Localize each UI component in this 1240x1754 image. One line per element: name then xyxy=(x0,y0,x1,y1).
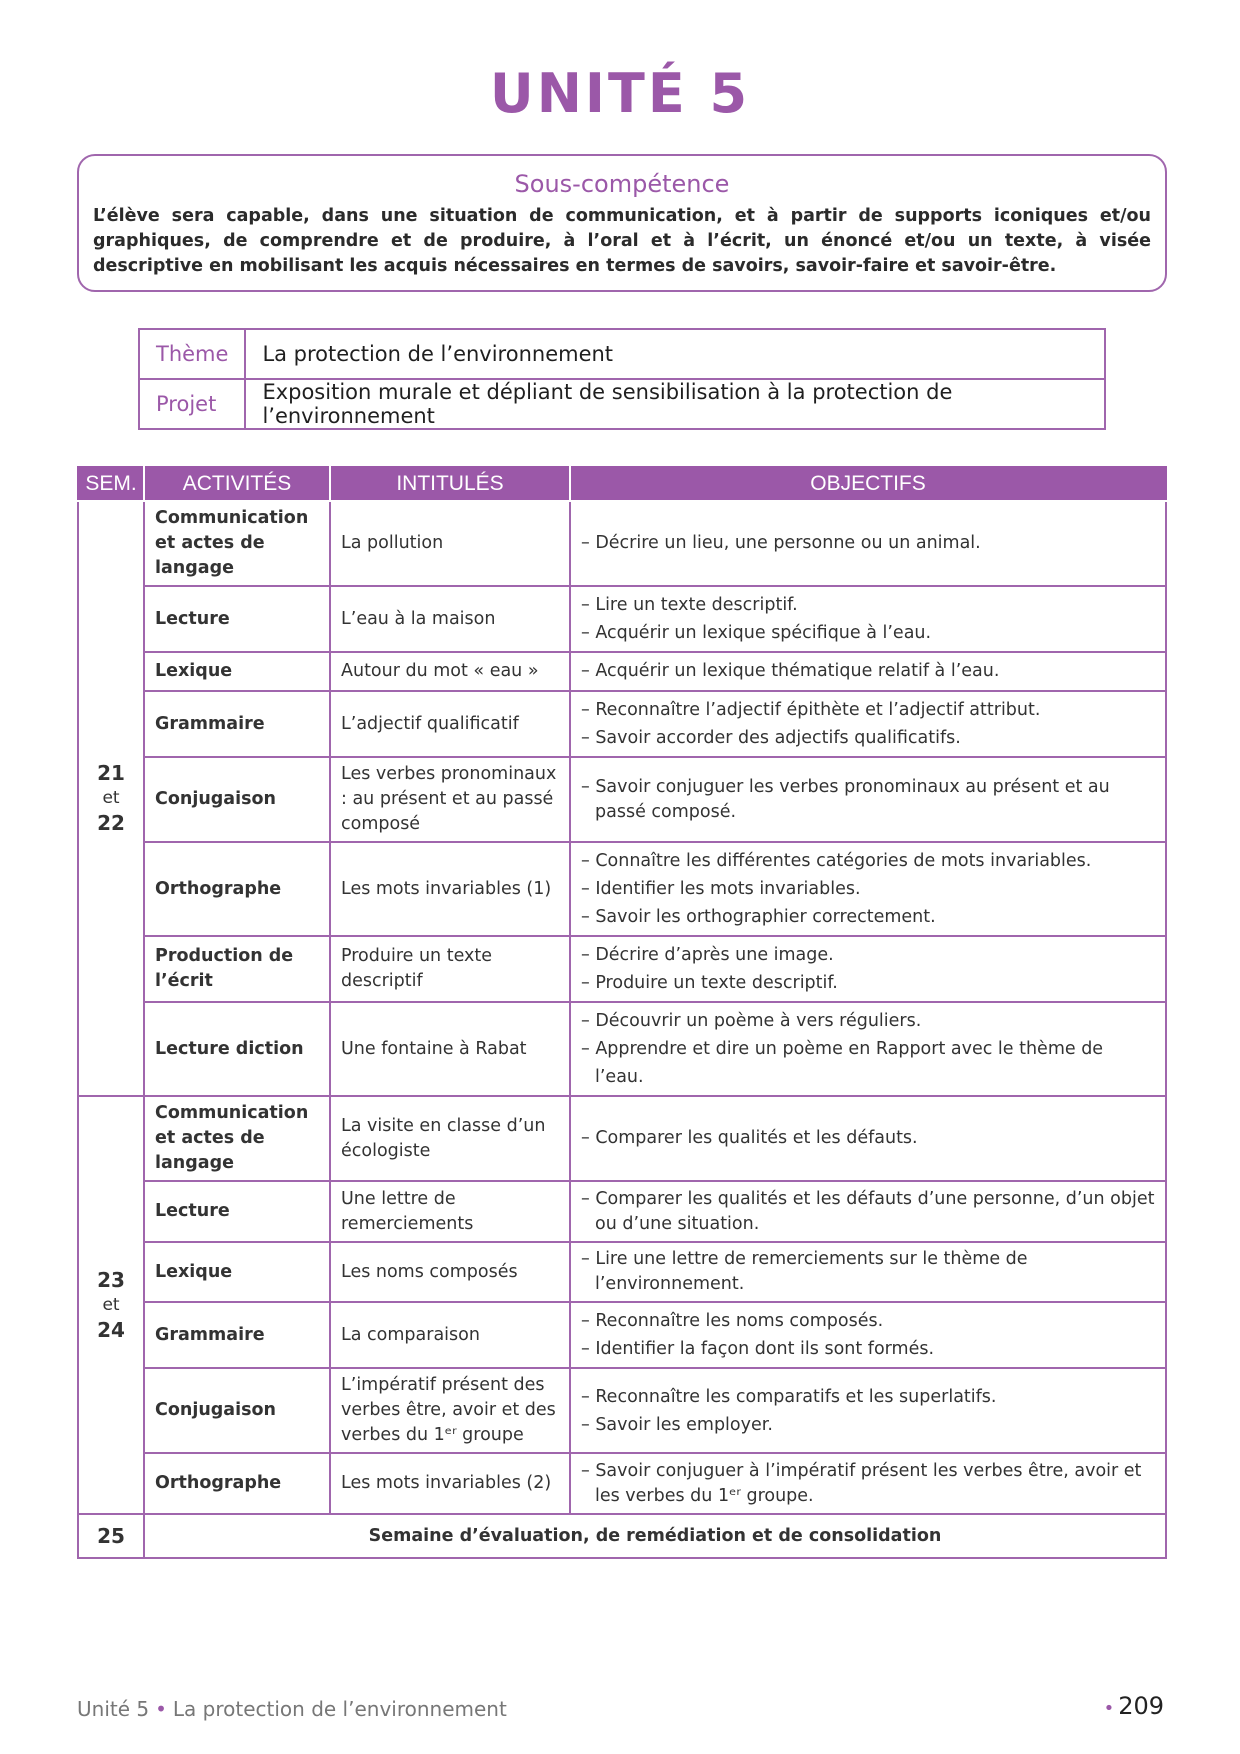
title-cell: L’eau à la maison xyxy=(330,586,570,652)
table-row xyxy=(78,1096,1166,1181)
title-cell: Les verbes pronominaux : au présent et au passé composé xyxy=(330,757,570,842)
objective-item: – Apprendre et dire un poème en Rapport avec le thème de l’eau. xyxy=(581,1039,1104,1087)
objective-item: – Connaître les différentes catégories de mots invariables. xyxy=(581,851,1092,871)
activity-cell: Orthographe xyxy=(144,1453,330,1514)
program-table xyxy=(77,466,1167,1559)
objectives-cell xyxy=(570,1453,1166,1514)
objective-item: – Découvrir un poème à vers réguliers. xyxy=(581,1011,922,1031)
page-number-block xyxy=(1104,1692,1164,1720)
objective-item: – Lire une lettre de remerciements sur le thème de l’environnement. xyxy=(581,1249,1028,1294)
table-row xyxy=(78,1181,1166,1242)
objective-item: – Savoir conjuguer les verbes pronominaux au présent et au passé composé. xyxy=(581,776,1110,822)
table-row xyxy=(78,652,1166,691)
title-cell: Les mots invariables (2) xyxy=(330,1453,570,1514)
objectives-cell xyxy=(570,652,1166,691)
activity-cell: Conjugaison xyxy=(144,1368,330,1453)
objective-item: – Reconnaître les comparatifs et les superlatifs. xyxy=(581,1386,997,1407)
theme-value: La protection de l’environnement xyxy=(245,329,1105,379)
activity-cell: Lexique xyxy=(144,652,330,691)
header-sem: SEM. xyxy=(78,467,144,501)
objective-item: – Comparer les qualités et les défauts d’une personne, d’un objet ou d’une situation. xyxy=(581,1188,1155,1234)
projet-label: Projet xyxy=(139,379,245,429)
objective-item: – Reconnaître l’adjectif épithète et l’adjectif attribut. xyxy=(581,700,1041,720)
table-row xyxy=(78,586,1166,652)
footer-unit xyxy=(77,1697,507,1721)
activity-cell: Conjugaison xyxy=(144,757,330,842)
title-cell: L’impératif présent des verbes être, avoir et des verbes du 1ᵉʳ groupe xyxy=(330,1368,570,1453)
title-cell: Les noms composés xyxy=(330,1242,570,1302)
title-cell: La visite en classe d’un écologiste xyxy=(330,1096,570,1181)
objective-item: – Produire un texte descriptif. xyxy=(581,973,838,993)
objectives-cell xyxy=(570,842,1166,936)
header-intitules: INTITULÉS xyxy=(330,467,570,501)
objective-item: – Identifier la façon dont ils sont formés. xyxy=(581,1339,935,1359)
objectives-cell xyxy=(570,1181,1166,1242)
table-row xyxy=(78,842,1166,936)
objective-item: – Savoir accorder des adjectifs qualificatifs. xyxy=(581,728,961,748)
footer-theme: La protection de l’environnement xyxy=(172,1697,507,1721)
activity-cell: Lecture xyxy=(144,1181,330,1242)
objective-item: – Identifier les mots invariables. xyxy=(581,879,861,899)
week-connector: et xyxy=(102,788,120,808)
evaluation-row xyxy=(78,1514,1166,1558)
objectives-cell xyxy=(570,501,1166,586)
week-number: 24 xyxy=(97,1317,125,1342)
week-number: 22 xyxy=(97,811,125,835)
title-cell: L’adjectif qualificatif xyxy=(330,691,570,757)
objective-item: – Comparer les qualités et les défauts. xyxy=(581,1128,918,1148)
objective-item: – Savoir conjuguer à l’impératif présent les verbes être, avoir et les verbes du 1ᵉʳ groupe. xyxy=(581,1460,1142,1506)
table-body xyxy=(78,501,1166,1558)
objective-item: – Savoir les employer. xyxy=(581,1414,773,1435)
objective-item: – Lire un texte descriptif. xyxy=(581,595,798,615)
objectives-cell xyxy=(570,586,1166,652)
objectives-cell xyxy=(570,1368,1166,1453)
table-row xyxy=(78,1002,1166,1096)
week-number: 25 xyxy=(78,1514,144,1558)
table-row xyxy=(78,691,1166,757)
footer-unit-label: Unité 5 xyxy=(77,1697,150,1721)
objectives-cell xyxy=(570,1302,1166,1368)
title-cell: Une fontaine à Rabat xyxy=(330,1002,570,1096)
title-cell: Produire un texte descriptif xyxy=(330,936,570,1002)
week-cell xyxy=(78,501,144,1096)
header-activites: ACTIVITÉS xyxy=(144,467,330,501)
activity-cell: Lecture xyxy=(144,586,330,652)
objective-item: – Savoir les orthographier correctement. xyxy=(581,907,936,927)
theme-table xyxy=(138,328,1106,430)
header-objectifs: OBJECTIFS xyxy=(570,467,1166,501)
table-row xyxy=(78,1302,1166,1368)
objectives-cell xyxy=(570,757,1166,842)
projet-value: Exposition murale et dépliant de sensibilisation à la protection de l’environnement xyxy=(245,379,1105,429)
week-number: 21 xyxy=(97,761,125,785)
objectives-cell xyxy=(570,691,1166,757)
activity-cell: Grammaire xyxy=(144,1302,330,1368)
objectives-cell xyxy=(570,1002,1166,1096)
theme-row xyxy=(139,329,1105,379)
objectives-cell xyxy=(570,1242,1166,1302)
activity-cell: Orthographe xyxy=(144,842,330,936)
objectives-cell xyxy=(570,1096,1166,1181)
objective-item: – Acquérir un lexique spécifique à l’eau. xyxy=(581,623,932,643)
activity-cell: Communication et actes de langage xyxy=(144,1096,330,1181)
evaluation-cell: Semaine d’évaluation, de remédiation et de consolidation xyxy=(144,1514,1166,1558)
page-number: 209 xyxy=(1118,1692,1164,1720)
table-row xyxy=(78,757,1166,842)
title-cell: La comparaison xyxy=(330,1302,570,1368)
title-cell: Les mots invariables (1) xyxy=(330,842,570,936)
activity-cell: Lexique xyxy=(144,1242,330,1302)
activity-cell: Communication et actes de langage xyxy=(144,501,330,586)
table-row xyxy=(78,501,1166,586)
week-cell xyxy=(78,1096,144,1514)
footer-separator: • xyxy=(155,1697,167,1721)
sous-competence-box xyxy=(77,154,1167,292)
unit-title: UNITÉ 5 xyxy=(489,62,751,125)
page-bullet: • xyxy=(1103,1698,1115,1719)
activity-cell: Grammaire xyxy=(144,691,330,757)
title-cell: La pollution xyxy=(330,501,570,586)
objective-item: – Reconnaître les noms composés. xyxy=(581,1311,884,1331)
table-row xyxy=(78,936,1166,1002)
title-cell: Autour du mot « eau » xyxy=(330,652,570,691)
table-row xyxy=(78,1453,1166,1514)
table-row xyxy=(78,1242,1166,1302)
sous-competence-title: Sous-compétence xyxy=(514,170,730,198)
objectives-cell xyxy=(570,936,1166,1002)
table-row xyxy=(78,1368,1166,1453)
projet-row xyxy=(139,379,1105,429)
activity-cell: Production de l’écrit xyxy=(144,936,330,1002)
title-cell: Une lettre de remerciements xyxy=(330,1181,570,1242)
week-connector: et xyxy=(102,1294,120,1315)
week-number: 23 xyxy=(97,1267,125,1292)
theme-label: Thème xyxy=(139,329,245,379)
objective-item: – Décrire un lieu, une personne ou un animal. xyxy=(581,533,981,553)
sous-competence-text: L’élève sera capable, dans une situation de communication, et à partir de supports iconiques et/ou graphiques, de comprendre et de produire, à l’oral et à l’écrit, un énoncé et/ou un texte, à visée descriptive en mobilisant les acquis nécessaires en termes de savoirs, savoir-faire et savoir-être. xyxy=(93,206,1151,276)
objective-item: – Acquérir un lexique thématique relatif à l’eau. xyxy=(581,661,1000,681)
table-header-row xyxy=(78,467,1166,501)
activity-cell: Lecture diction xyxy=(144,1002,330,1096)
objective-item: – Décrire d’après une image. xyxy=(581,945,834,965)
